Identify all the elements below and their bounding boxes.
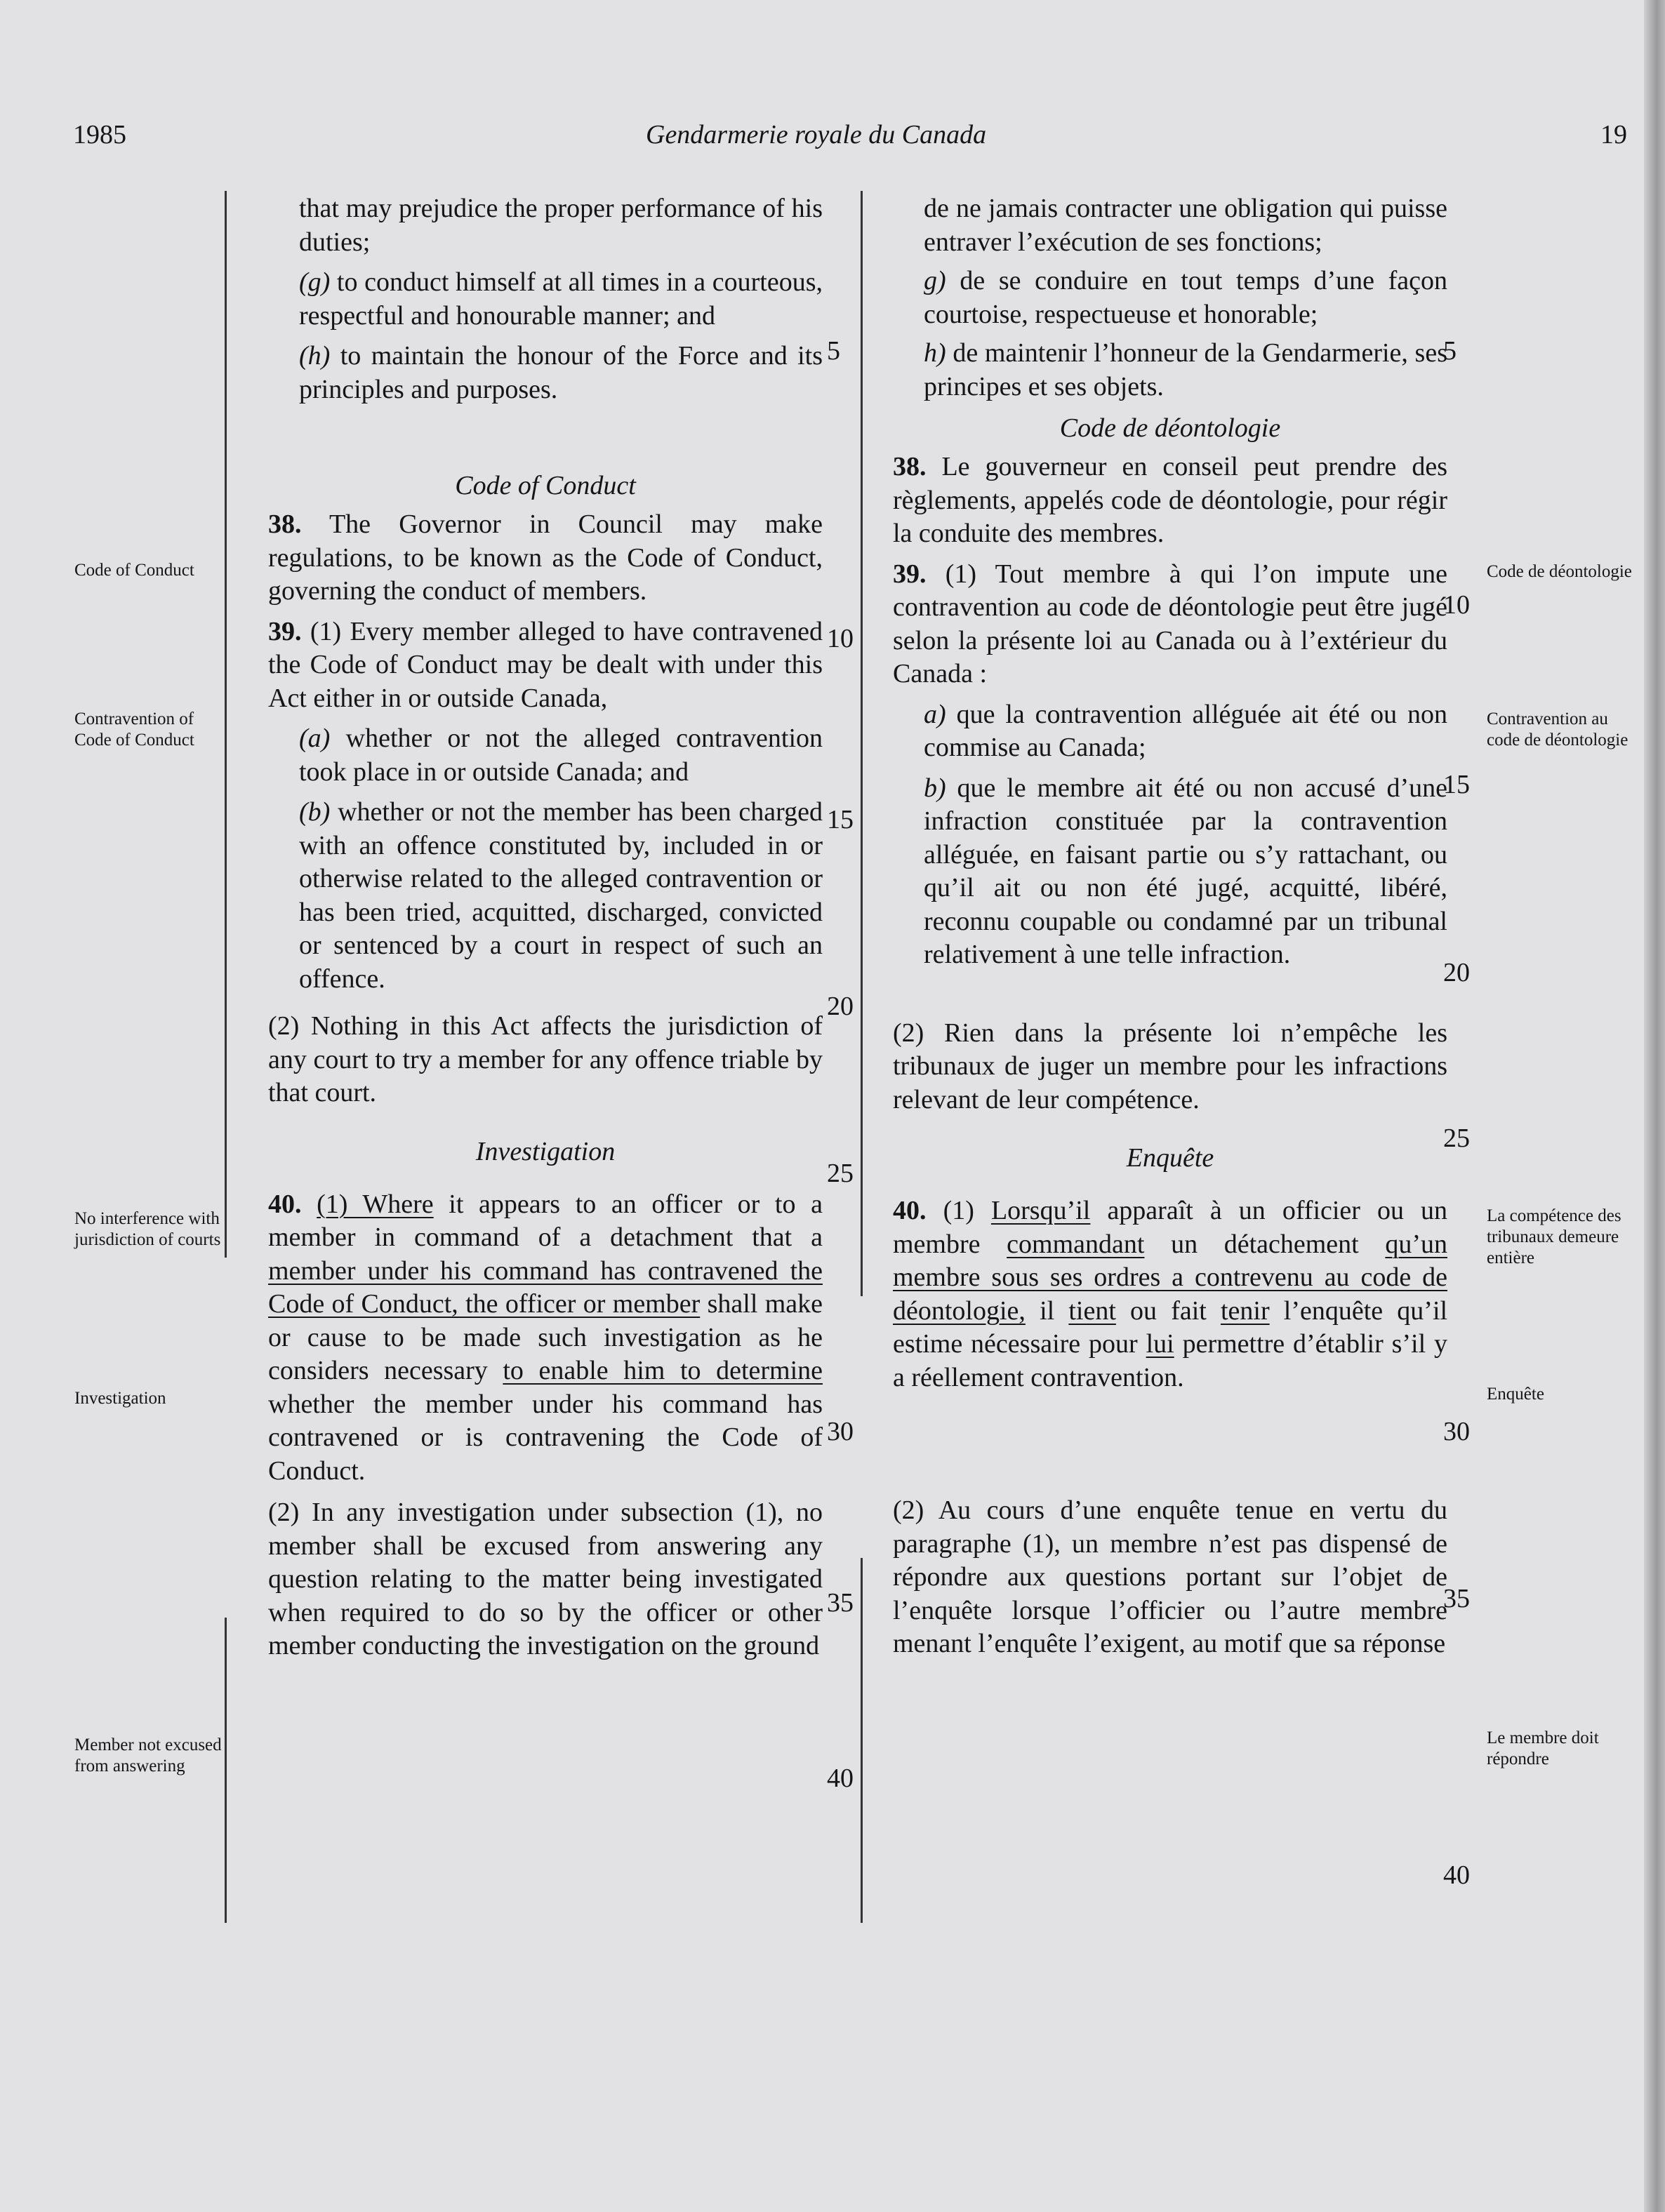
line-number: 10 [827, 624, 854, 653]
item-label: a) [924, 699, 946, 729]
section-text: (1) Every member alleged to have contravened the Code of Conduct may be dealt with under this Act either in or outside Canada, [268, 616, 823, 713]
section-number: 38. [893, 452, 927, 481]
underlined-text: tenir [1220, 1295, 1270, 1326]
item-label: (h) [299, 341, 331, 371]
section-39-1 [268, 615, 823, 716]
item-text: whether or not the alleged contravention took place in or outside Canada; and [299, 724, 823, 787]
section-number: 39. [268, 616, 302, 646]
line-number: 5 [827, 336, 840, 366]
margin-note-contravention-fr: Contravention au code de déontologie [1487, 709, 1628, 749]
line-number: 30 [1443, 1417, 1470, 1446]
item-label: g) [924, 266, 946, 295]
item-label: h) [924, 338, 946, 368]
line-number: 40 [1443, 1860, 1470, 1890]
item-text: to maintain the honour of the Force and its principles and purposes. [299, 341, 823, 404]
margin-note-contravention: Contravention of Code of Conduct [74, 709, 194, 749]
section-39-1 [893, 558, 1447, 691]
margin-note-no-interference: No interference with jurisdiction of courts [74, 1209, 221, 1249]
margin-note-code-de-deontologie: Code de déontologie [1487, 562, 1632, 581]
section-text: un détachement [1171, 1229, 1359, 1259]
section-text: il [1040, 1295, 1055, 1326]
underlined-text: qu’un membre sous ses ordres a contrevenu au code de déontologie, [893, 1229, 1448, 1326]
section-heading: Enquête [1126, 1143, 1214, 1173]
paragraph-item-h [268, 340, 823, 406]
underlined-text: Lorsqu’il [990, 1196, 1091, 1225]
section-number: 39. [893, 559, 927, 589]
line-number: 5 [1443, 336, 1457, 366]
section-text: Le gouverneur en conseil peut prendre des règlements, appelés code de déontologie, pour régir la conduite des membres. [893, 452, 1447, 548]
section-39-2: (2) Rien dans la présente loi n’empêche les tribunaux de juger un membre pour les infractions relevant de leur compétence. [893, 1018, 1447, 1114]
line-number: 25 [1443, 1124, 1470, 1153]
underlined-text: to enable him to determine [503, 1356, 823, 1385]
item-label: (a) [299, 724, 331, 753]
line-number: 15 [827, 805, 854, 834]
section-38 [893, 451, 1447, 551]
line-number: 10 [1443, 590, 1470, 620]
paragraph-item-b [893, 772, 1447, 972]
section-38 [268, 508, 823, 608]
line-number: 20 [827, 992, 854, 1021]
item-label: (g) [299, 267, 331, 297]
paragraph-item-g [268, 266, 823, 333]
underlined-text: (1) Where [317, 1189, 434, 1219]
section-heading: Investigation [475, 1136, 616, 1166]
section-number: 38. [268, 509, 302, 539]
margin-note-membre-doit: Le membre doit répondre [1487, 1728, 1599, 1768]
paragraph-item-a [893, 698, 1447, 765]
section-text: ou fait [1130, 1295, 1207, 1326]
margin-note-competence: La compétence des tribunaux demeure entière [1487, 1206, 1621, 1267]
item-text: whether or not the member has been charged with an offence constituted by, included in or otherwise related to the alleged contravention or has been tried, acquitted, discharged, convicted or sentenced by a court in respect of such an offence. [299, 797, 823, 994]
margin-note-enquete: Enquête [1487, 1385, 1544, 1404]
item-text: que le membre ait été ou non accusé d’une infraction constituée par la contravention alléguée, en faisant partie ou s’y rattachant, ou qu’il ait ou non été jugé, acquitté, libéré, reconnu coupable ou condamné par un tribunal relativement à une telle infraction. [924, 773, 1448, 969]
paragraph-item-h [893, 337, 1447, 404]
page-edge-shadow [1644, 0, 1665, 2212]
section-text: apparaît à un officier ou un membre [893, 1196, 1448, 1259]
page-number: 19 [1600, 120, 1627, 149]
section-text: l’enquête qu’il estime nécessaire pour [893, 1295, 1448, 1359]
center-rule-lower [861, 1558, 863, 1923]
item-label: b) [924, 773, 946, 803]
item-text: de se conduire en tout temps d’une façon courtoise, respectueuse et honorable; [924, 266, 1448, 329]
paragraph: de ne jamais contracter une obligation qui puisse entraver l’exécution de ses fonctions; [924, 194, 1447, 257]
margin-note-member-not-excused: Member not excused from answering [74, 1735, 222, 1775]
english-column [268, 192, 823, 1663]
line-number: 35 [1443, 1584, 1470, 1613]
line-number: 30 [827, 1417, 854, 1446]
center-rule [861, 191, 863, 1296]
margin-note-code-of-conduct: Code of Conduct [74, 561, 194, 580]
section-number: 40. [268, 1189, 302, 1219]
section-text: it appears to an officer or to a member in command of a detachment that a [268, 1189, 823, 1252]
line-number: 40 [827, 1764, 854, 1793]
underlined-text: commandant [1007, 1229, 1145, 1259]
line-number: 35 [827, 1588, 854, 1618]
underlined-text: member under his command has contravened the Code of Conduct, the officer or member [268, 1255, 823, 1319]
section-text: whether the member under his command has contravened or is contravening the Code of Conduct. [268, 1389, 823, 1486]
section-heading: Code de déontologie [1059, 413, 1281, 443]
section-text: The Governor in Council may make regulations, to be known as the Code of Conduct, governing the conduct of members. [268, 509, 823, 606]
section-number: 40. [893, 1196, 927, 1225]
section-text: shall make or cause to be made such investigation as he considers necessary [268, 1289, 823, 1385]
underlined-text: tient [1068, 1295, 1116, 1326]
line-number: 25 [827, 1159, 854, 1188]
underlined-text: lui [1146, 1329, 1174, 1359]
margin-note-investigation: Investigation [74, 1389, 166, 1408]
section-40-2: (2) In any investigation under subsection (1), no member shall be excused from answering any question relating to the matter being investigated when required to do so by the officer or other member conducting the investigation on the ground [268, 1498, 823, 1660]
section-40-2: (2) Au cours d’une enquête tenue en vertu du paragraphe (1), un membre n’est pas dispensé de répondre aux questions portant sur l’objet de l’enquête lorsque l’officier ou l’autre membre menant l’enquête l’exigent, au motif que sa réponse [893, 1495, 1447, 1658]
section-text: (1) [943, 1196, 974, 1225]
section-heading: Code of Conduct [455, 471, 636, 500]
section-text: permettre d’établir s’il y a réellement contravention. [893, 1329, 1448, 1392]
paragraph-item-g [893, 265, 1447, 331]
header-year: 1985 [73, 120, 126, 149]
item-label: (b) [299, 797, 331, 827]
paragraph-item-b [268, 796, 823, 996]
section-text: (1) Tout membre à qui l’on impute une contravention au code de déontologie peut être jugé selon la présente loi au Canada ou à l’extérieur du Canada : [893, 559, 1448, 688]
line-number: 15 [1443, 770, 1470, 799]
item-text: de maintenir l’honneur de la Gendarmerie, ses principes et ses objets. [924, 338, 1448, 401]
paragraph: that may prejudice the proper performance of his duties; [299, 194, 823, 257]
section-40-1 [268, 1188, 823, 1488]
french-column [893, 192, 1447, 1661]
line-number: 20 [1443, 958, 1470, 987]
section-40-1 [893, 1194, 1447, 1394]
header-title: Gendarmerie royale du Canada [646, 120, 987, 149]
item-text: to conduct himself at all times in a courteous, respectful and honourable manner; and [299, 267, 823, 331]
item-text: que la contravention alléguée ait été ou non commise au Canada; [924, 699, 1448, 762]
section-39-2: (2) Nothing in this Act affects the jurisdiction of any court to try a member for any offence triable by that court. [268, 1011, 823, 1107]
paragraph-item-a [268, 722, 823, 789]
